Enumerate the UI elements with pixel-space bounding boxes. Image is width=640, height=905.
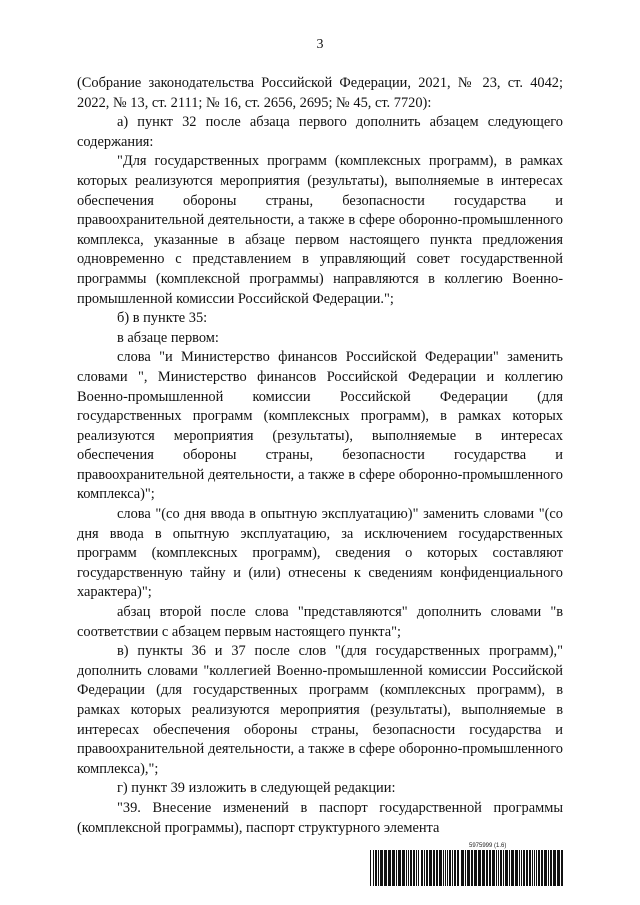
paragraph-item-a-text: "Для государственных программ (комплексных программ), в рамках которых реализуются мероприятия (результаты), выполняемые в интересах обеспечения обороны страны, безопасности государства и правоохранительной деятельности, а также в сфере оборонно-промышленного комплекса, указанные в абзаце первом настоящего пункта предложения одновременно с представлением в управляющий совет государственной программы (комплексной программы) направляются в коллегию Военно-промышленной комиссии Российской Федерации."; [77, 153, 563, 307]
paragraph-item-b-replace-1: слова "и Министерство финансов Российской Федерации" заменить словами ", Министерство финансов Российской Федерации и коллегию Военно-промышленной комиссии Российской Федерации (для государственных программ (комплексных программ), в рамках которых реализуются мероприятия (результаты), выполняемые в интересах обеспечения обороны страны, безопасности государства и правоохранительной деятельности, а также в сфере оборонно-промышленного комплекса)"; [77, 349, 563, 503]
paragraph-item-b-second-abzac: абзац второй после слова "представляются" дополнить словами "в соответствии с абзацем первым настоящего пункта"; [77, 604, 563, 640]
paragraph-item-g: г) пункт 39 изложить в следующей редакции: [117, 780, 396, 797]
paragraph-item-b-first-abzac: в абзаце первом: [117, 329, 219, 346]
paragraph-sources: (Собрание законодательства Российской Федерации, 2021, № 23, ст. 4042; 2022, № 13, ст. 2111; № 16, ст. 2656, 2695; № 45, ст. 7720): [77, 75, 563, 111]
paragraph-item-b-replace-2: слова "(со дня ввода в опытную эксплуатацию)" заменить словами "(со дня ввода в опытную эксплуатацию, за исключением государственных программ (комплексных программ), сведения о которых составляют государственную тайну и (или) отнесены к сведениям конфиденциального характера)"; [77, 506, 563, 601]
page-number: 3 [316, 37, 324, 52]
document-body [77, 74, 563, 838]
paragraph-item-b: б) в пункте 35: [117, 310, 208, 327]
paragraph-item-39: "39. Внесение изменений в паспорт государственной программы (комплексной программы), паспорт структурного элемента [77, 799, 563, 836]
paragraph-item-a: а) пункт 32 после абзаца первого дополнить абзацем следующего содержания: [77, 114, 563, 150]
barcode-icon [370, 850, 564, 886]
paragraph-item-v: в) пункты 36 и 37 после слов "(для государственных программ)," дополнить словами "коллегией Военно-промышленной комиссии Российской Федерации (для государственных программ (комплексных программ), в рамках которых реализуются мероприятия (результаты), выполняемые в интересах обеспечения обороны страны, безопасности государства и правоохранительной деятельности, а также в сфере оборонно-промышленного комплекса),"; [77, 643, 563, 777]
document-code: 5975999 (1.6) [469, 843, 507, 849]
